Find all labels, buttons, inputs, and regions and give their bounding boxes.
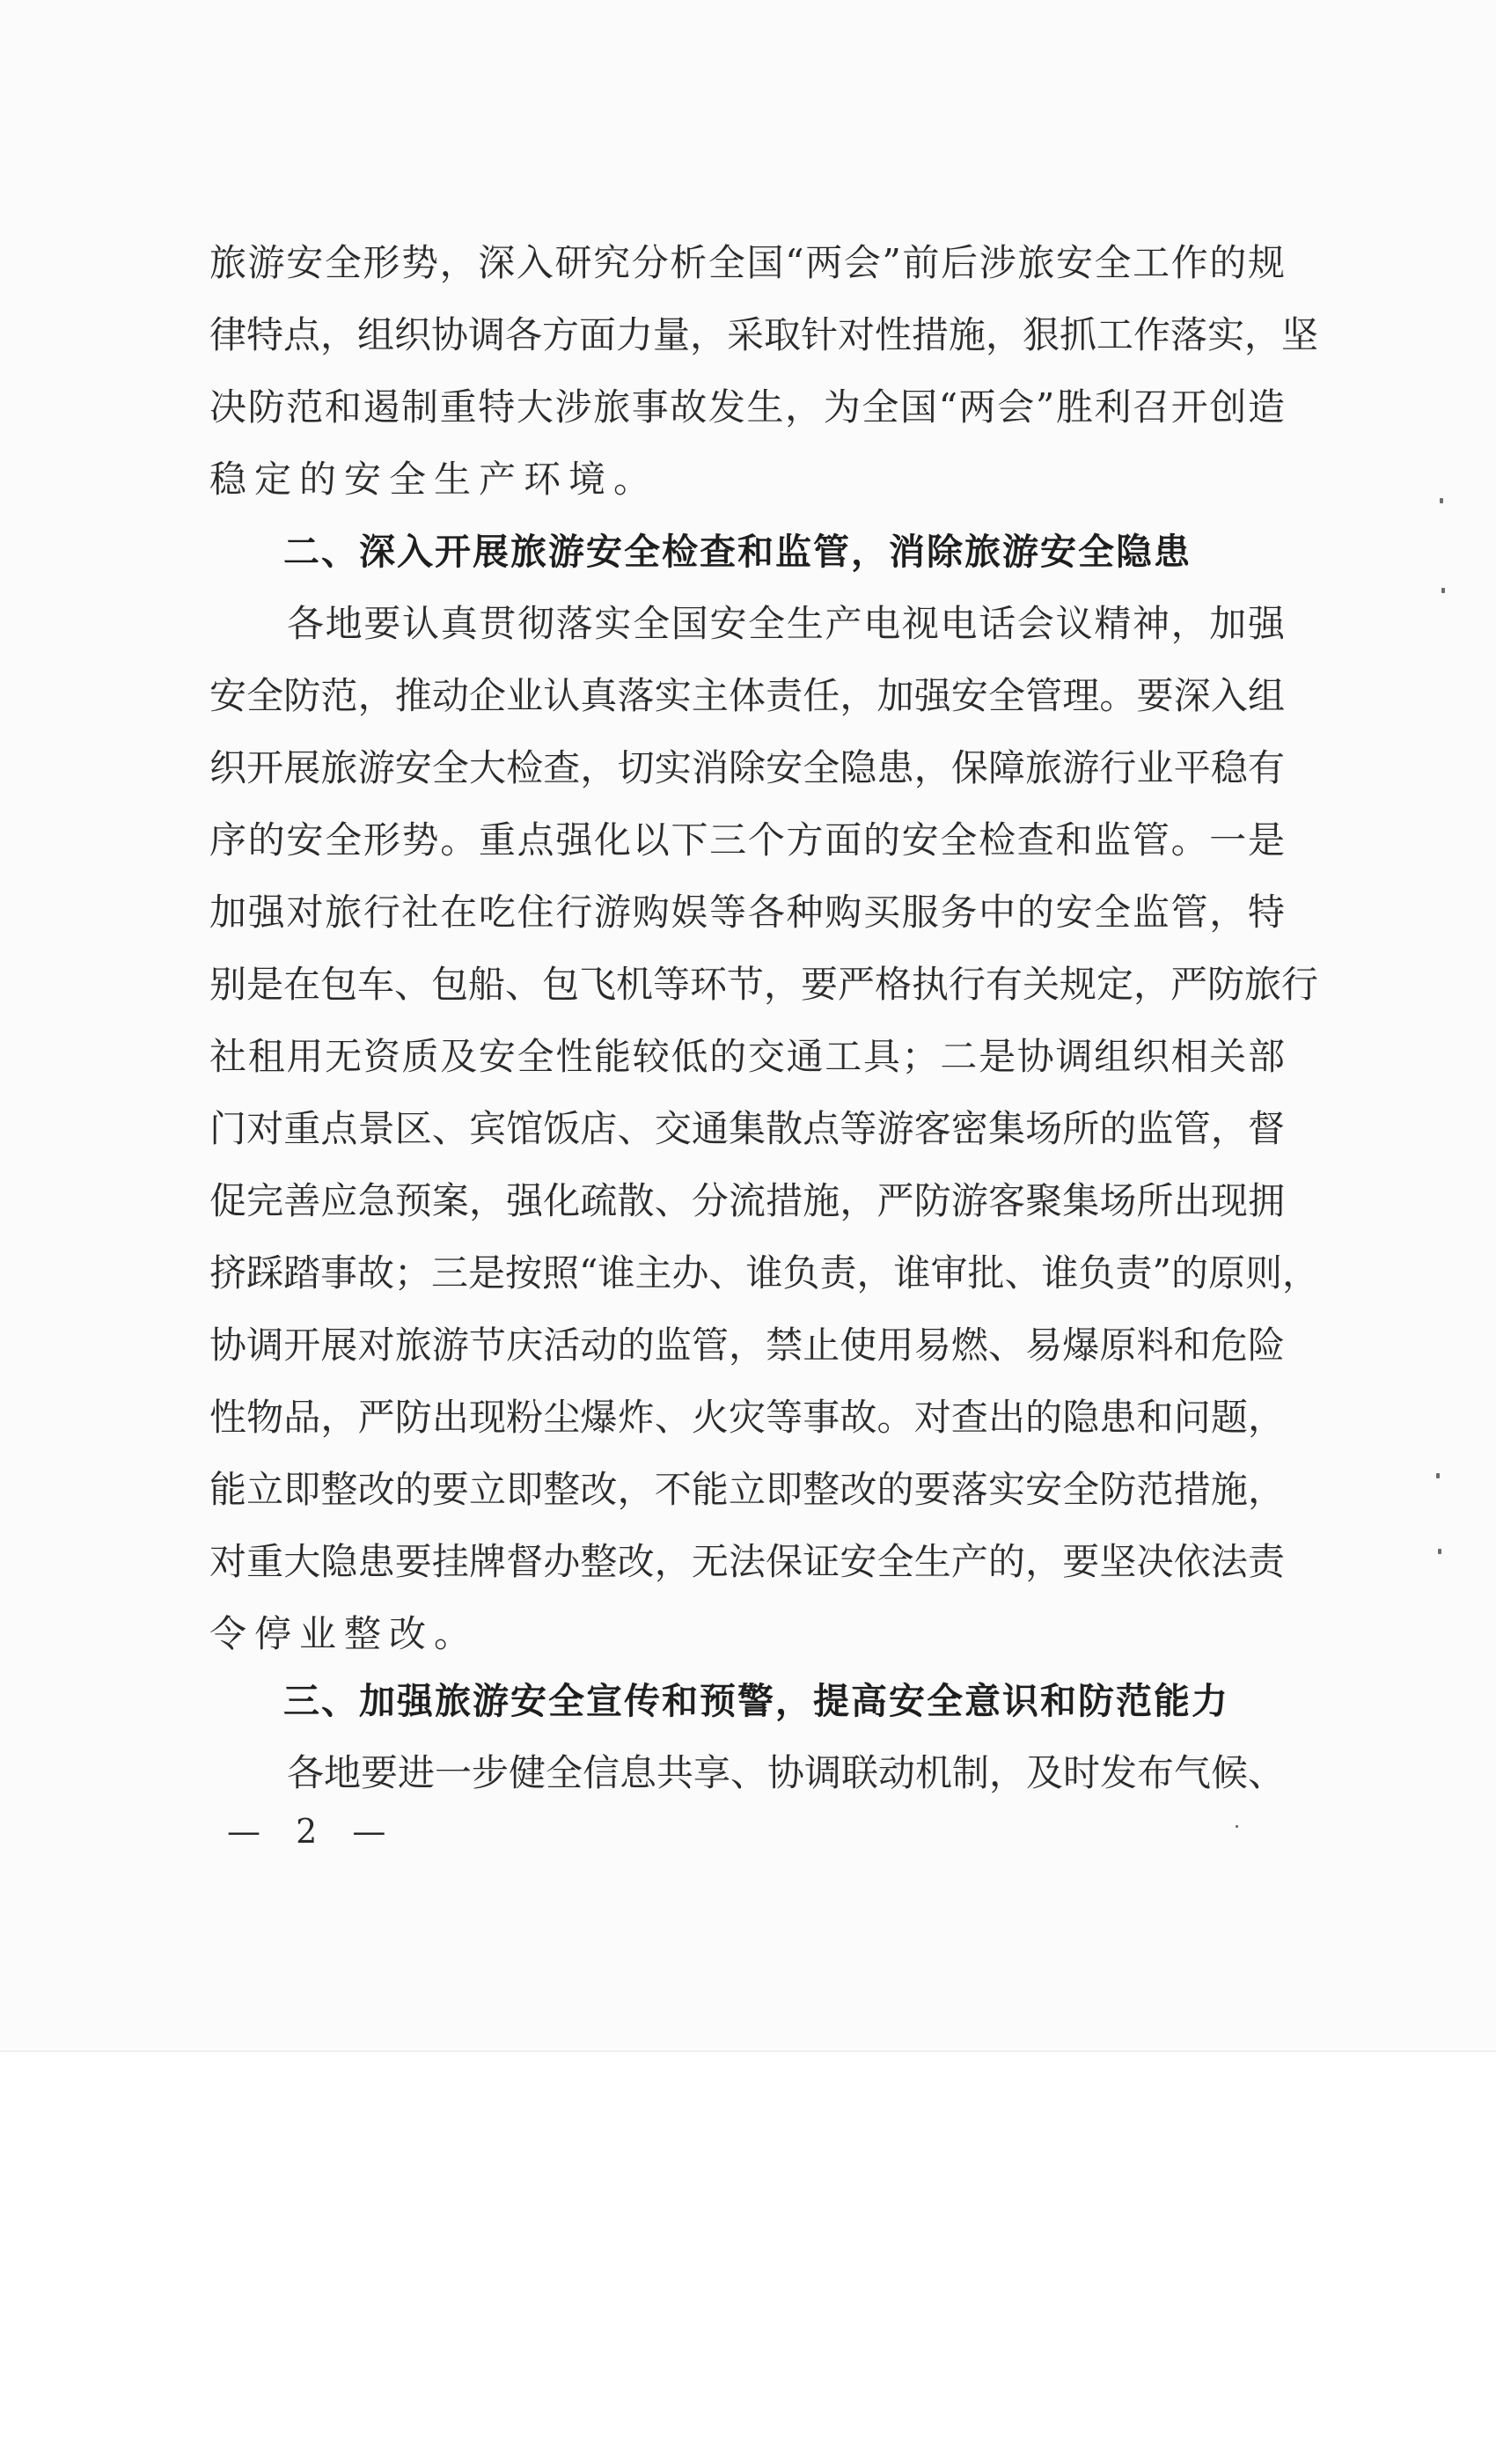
section-2-line-4: 序的安全形势。重点强化以下三个方面的安全检查和监管。一是 xyxy=(209,818,1285,862)
section-2-line-7: 社租用无资质及安全性能较低的交通工具；二是协调组织相关部 xyxy=(209,1035,1285,1078)
section-2-line-5: 加强对旅行社在吃住行游购娱等各种购买服务中的安全监管，特 xyxy=(209,891,1285,934)
intro-line-4: 稳定的安全生产环境。 xyxy=(209,458,659,501)
section-2-heading: 二、深入开展旅游安全检查和监管，消除旅游安全隐患 xyxy=(283,531,1192,573)
section-2-line-12: 性物品，严防出现粉尘爆炸、火灾等事故。对查出的隐患和问题， xyxy=(209,1396,1285,1439)
section-2-line-6: 别是在包车、包船、包飞机等环节，要严格执行有关规定，严防旅行 xyxy=(209,963,1319,1006)
intro-line-3: 决防范和遏制重特大涉旅事故发生，为全国“两会”胜利召开创造 xyxy=(209,385,1285,429)
page-number: — 2 — xyxy=(227,1812,399,1851)
page-edge xyxy=(0,2050,1496,2052)
section-2-line-14: 对重大隐患要挂牌督办整改，无法保证安全生产的，要坚决依法责 xyxy=(209,1540,1285,1583)
section-3-line-1: 各地要进一步健全信息共享、协调联动机制，及时发布气候、 xyxy=(287,1751,1286,1794)
section-2-line-2: 安全防范，推动企业认真落实主体责任，加强安全管理。要深入组 xyxy=(209,674,1285,717)
scan-speck xyxy=(1236,1825,1238,1828)
intro-line-1: 旅游安全形势，深入研究分析全国“两会”前后涉旅安全工作的规 xyxy=(209,241,1285,284)
section-2-line-15: 令停业整改。 xyxy=(209,1612,480,1655)
section-2-line-1: 各地要认真贯彻落实全国安全生产电视电话会议精神，加强 xyxy=(287,602,1285,645)
section-2-line-10: 挤踩踏事故；三是按照“谁主办、谁负责，谁审批、谁负责”的原则， xyxy=(209,1251,1319,1294)
scan-speck xyxy=(1436,1473,1440,1478)
scan-speck xyxy=(1438,1549,1441,1554)
section-2-line-9: 促完善应急预案，强化疏散、分流措施，严防游客聚集场所出现拥 xyxy=(209,1179,1285,1222)
scan-speck xyxy=(1441,588,1445,593)
section-3 xyxy=(209,1665,1285,1809)
scan-speck xyxy=(1440,498,1443,503)
intro-line-2: 律特点，组织协调各方面力量，采取针对性措施，狠抓工作落实，坚 xyxy=(209,313,1319,356)
section-2-line-3: 织开展旅游安全大检查，切实消除安全隐患，保障旅游行业平稳有 xyxy=(209,746,1285,789)
section-2-line-13: 能立即整改的要立即整改，不能立即整改的要落实安全防范措施， xyxy=(209,1468,1285,1511)
section-2-line-11: 协调开展对旅游节庆活动的监管，禁止使用易燃、易爆原料和危险 xyxy=(209,1324,1285,1367)
section-2-line-8: 门对重点景区、宾馆饭店、交通集散点等游客密集场所的监管，督 xyxy=(209,1107,1285,1150)
section-2 xyxy=(209,516,1319,1670)
section-3-heading: 三、加强旅游安全宣传和预警，提高安全意识和防范能力 xyxy=(283,1680,1229,1722)
intro-paragraph xyxy=(209,227,1319,516)
